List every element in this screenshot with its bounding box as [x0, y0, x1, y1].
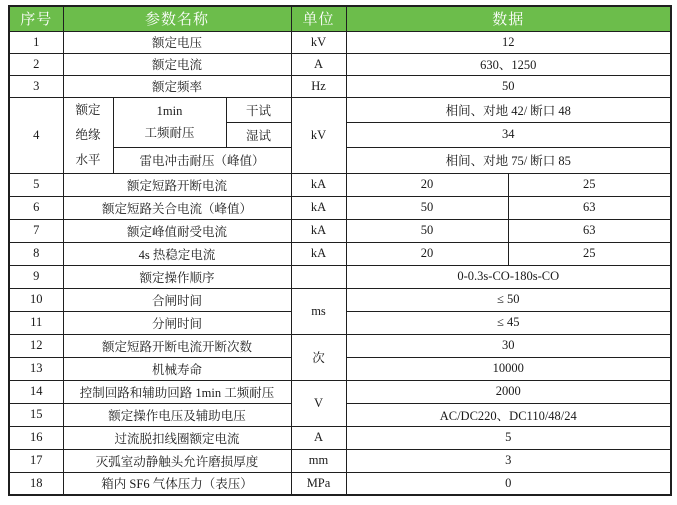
cell-param: 灭弧室动静触头允许磨损厚度	[63, 449, 291, 472]
table-row	[9, 219, 671, 242]
cell-data: 34	[346, 122, 671, 147]
cell-no: 15	[9, 403, 63, 426]
cell-data: AC/DC220、DC110/48/24	[346, 403, 671, 426]
cell-data: 50	[346, 75, 671, 97]
insulation-line: 额定	[75, 102, 101, 117]
table-row	[9, 75, 671, 97]
cell-data: 相间、对地 42/ 断口 48	[346, 97, 671, 122]
cell-unit: ms	[291, 288, 346, 334]
cell-param: 箱内 SF6 气体压力（表压）	[63, 472, 291, 495]
table-row	[9, 334, 671, 357]
cell-wet-test: 湿试	[226, 122, 291, 147]
cell-data-2: 25	[508, 242, 671, 265]
cell-unit-empty	[291, 265, 346, 288]
cell-param: 额定峰值耐受电流	[63, 219, 291, 242]
table-row	[9, 472, 671, 495]
cell-data: 3	[346, 449, 671, 472]
table-row	[9, 196, 671, 219]
cell-param: 额定短路开断电流开断次数	[63, 334, 291, 357]
cell-no: 16	[9, 426, 63, 449]
cell-data-2: 25	[508, 173, 671, 196]
cell-data: 5	[346, 426, 671, 449]
header-param: 参数名称	[63, 6, 291, 31]
table-row	[9, 31, 671, 53]
header-unit: 单位	[291, 6, 346, 31]
cell-no: 6	[9, 196, 63, 219]
cell-data: 630、1250	[346, 53, 671, 75]
cell-param: 额定电压	[63, 31, 291, 53]
cell-param: 4s 热稳定电流	[63, 242, 291, 265]
cell-param: 额定短路关合电流（峰值）	[63, 196, 291, 219]
spec-table	[8, 5, 672, 496]
freq-line: 1min	[156, 104, 183, 119]
cell-no: 1	[9, 31, 63, 53]
cell-data: 12	[346, 31, 671, 53]
cell-unit: 次	[291, 334, 346, 380]
cell-data: 10000	[346, 357, 671, 380]
table-row	[9, 380, 671, 403]
cell-no: 14	[9, 380, 63, 403]
cell-no: 11	[9, 311, 63, 334]
cell-power-freq-withstand	[113, 97, 226, 148]
cell-unit: MPa	[291, 472, 346, 495]
cell-unit: kA	[291, 242, 346, 265]
cell-data: 2000	[346, 380, 671, 403]
cell-insulation-level	[63, 97, 113, 173]
cell-no: 12	[9, 334, 63, 357]
cell-no: 9	[9, 265, 63, 288]
cell-unit: kV	[291, 97, 346, 173]
cell-no: 10	[9, 288, 63, 311]
cell-unit: A	[291, 426, 346, 449]
cell-data-1: 50	[346, 196, 508, 219]
cell-param: 合闸时间	[63, 288, 291, 311]
cell-no: 4	[9, 97, 63, 173]
cell-param: 额定电流	[63, 53, 291, 75]
cell-unit: kA	[291, 173, 346, 196]
cell-lightning-impulse: 雷电冲击耐压（峰值）	[113, 148, 291, 173]
cell-param: 机械寿命	[63, 357, 291, 380]
cell-param: 额定操作电压及辅助电压	[63, 403, 291, 426]
header-data: 数据	[346, 6, 671, 31]
cell-data: 30	[346, 334, 671, 357]
cell-unit: mm	[291, 449, 346, 472]
cell-unit: A	[291, 53, 346, 75]
cell-dry-test: 干试	[226, 97, 291, 122]
cell-no: 5	[9, 173, 63, 196]
cell-no: 13	[9, 357, 63, 380]
cell-unit: Hz	[291, 75, 346, 97]
cell-data-2: 63	[508, 219, 671, 242]
cell-param: 控制回路和辅助回路 1min 工频耐压	[63, 380, 291, 403]
cell-no: 8	[9, 242, 63, 265]
cell-param: 额定操作顺序	[63, 265, 291, 288]
table-row	[9, 53, 671, 75]
table-row-insulation-dry	[9, 97, 671, 122]
insulation-line: 水平	[75, 152, 101, 167]
table-row	[9, 173, 671, 196]
header-no: 序号	[9, 6, 63, 31]
cell-data-1: 20	[346, 242, 508, 265]
table-row	[9, 449, 671, 472]
cell-no: 17	[9, 449, 63, 472]
cell-param: 额定短路开断电流	[63, 173, 291, 196]
cell-data: 0	[346, 472, 671, 495]
cell-unit: V	[291, 380, 346, 426]
cell-param: 额定频率	[63, 75, 291, 97]
header-row	[9, 6, 671, 31]
cell-unit: kA	[291, 219, 346, 242]
cell-data: ≤ 50	[346, 288, 671, 311]
table-row	[9, 242, 671, 265]
cell-data-2: 63	[508, 196, 671, 219]
cell-data: 相间、对地 75/ 断口 85	[346, 148, 671, 173]
insulation-line: 绝缘	[75, 127, 101, 142]
table-row	[9, 426, 671, 449]
cell-no: 7	[9, 219, 63, 242]
table-row	[9, 265, 671, 288]
cell-param: 过流脱扣线圈额定电流	[63, 426, 291, 449]
cell-data: 0-0.3s-CO-180s-CO	[346, 265, 671, 288]
cell-no: 18	[9, 472, 63, 495]
cell-param: 分闸时间	[63, 311, 291, 334]
cell-data-1: 50	[346, 219, 508, 242]
cell-unit: kA	[291, 196, 346, 219]
table-row	[9, 288, 671, 311]
cell-data-1: 20	[346, 173, 508, 196]
cell-no: 3	[9, 75, 63, 97]
cell-unit: kV	[291, 31, 346, 53]
cell-no: 2	[9, 53, 63, 75]
cell-data: ≤ 45	[346, 311, 671, 334]
freq-line: 工频耐压	[144, 126, 195, 141]
